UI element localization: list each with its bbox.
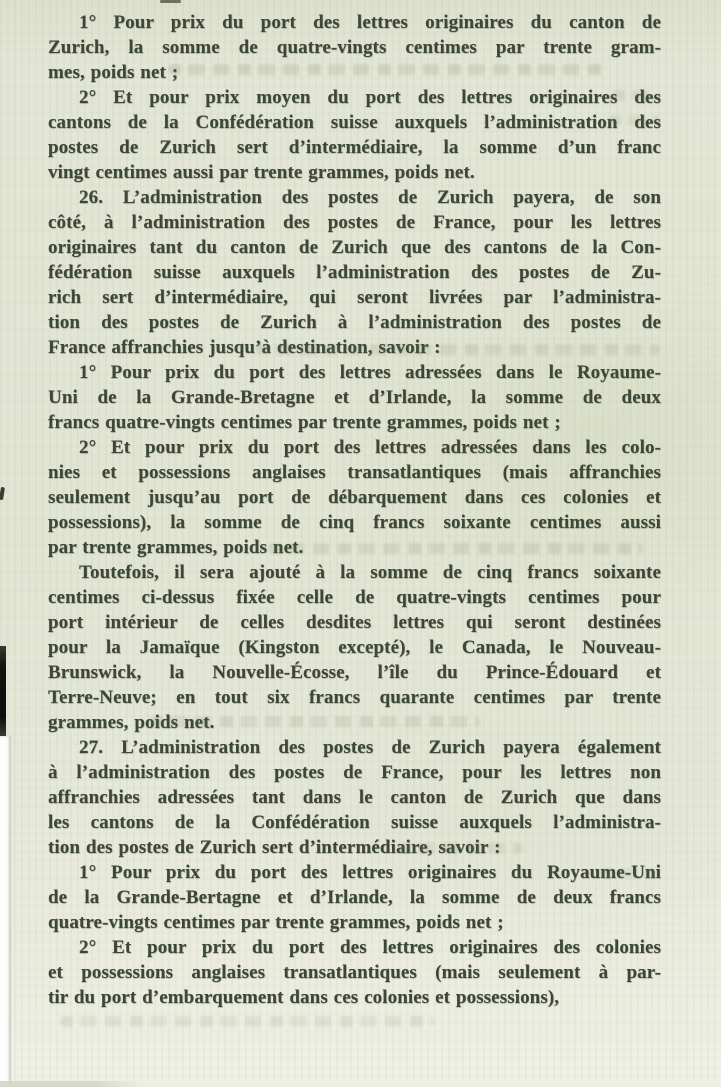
paragraph xyxy=(48,935,661,1010)
page-edge-white-strip xyxy=(0,736,11,1087)
text-line: nies et possessions anglaises transatlantiques (mais affranchies xyxy=(48,462,661,483)
paragraph xyxy=(48,860,661,935)
text-line: grammes, poids net. xyxy=(48,712,215,733)
text-line: seulement jusqu’au port de débarquement dans ces colonies et xyxy=(48,487,661,508)
paragraph xyxy=(48,360,661,435)
show-through-mark xyxy=(398,843,523,854)
text-line: francs quatre-vingts centimes par trente grammes, poids net ; xyxy=(48,412,561,433)
text-line: originaires tant du canton de Zurich que des cantons de la Con- xyxy=(48,237,661,258)
text-line: 1° Pour prix du port des lettres originaires du Royaume-Uni xyxy=(79,862,661,883)
text-line: France affranchies jusqu’à destination, savoir : xyxy=(48,337,441,358)
text-line: tir du port d’embarquement dans ces colonies et possessions), xyxy=(48,987,560,1008)
show-through-mark xyxy=(255,344,660,355)
paragraph xyxy=(48,560,661,735)
text-line: Brunswick, la Nouvelle-Écosse, l’île du Prince-Édouard et xyxy=(48,662,661,683)
text-line: 1° Pour prix du port des lettres adressées dans le Royaume- xyxy=(79,362,661,383)
text-line: pour la Jamaïque (Kingston excepté), le Canada, le Nouveau- xyxy=(48,637,661,658)
scan-edge-mark xyxy=(0,487,5,500)
text-line: 26. L’administration des postes de Zurich payera, de son xyxy=(79,187,661,208)
show-through-mark xyxy=(612,90,660,101)
text-line: Uni de la Grande-Bretagne et d’Irlande, la somme de deux xyxy=(48,387,661,408)
text-line: par trente grammes, poids net. xyxy=(48,537,304,558)
scan-black-edge-bar xyxy=(0,646,6,737)
text-line: de la Grande-Bertagne et d’Irlande, la somme de deux francs xyxy=(48,887,661,908)
page-text-column xyxy=(48,10,661,1010)
show-through-mark xyxy=(268,543,643,554)
text-line: 27. L’administration des postes de Zurich payera également xyxy=(79,737,661,758)
text-line: 2° Et pour prix moyen du port des lettres originaires des xyxy=(79,87,661,108)
text-line: à l’administration des postes de France, pour les lettres non xyxy=(48,762,661,783)
show-through-mark xyxy=(608,115,660,126)
text-line: centimes ci-dessus fixée celle de quatre-vingts centimes pour xyxy=(48,587,661,608)
show-through-mark xyxy=(60,1016,435,1027)
text-line: postes de Zurich sert d’intermédiaire, la somme d’un franc xyxy=(48,137,661,158)
text-line: tion des postes de Zurich sert d’intermédiaire, savoir : xyxy=(48,837,501,858)
text-line: les cantons de la Confédération suisse auxquels l’administra- xyxy=(48,812,661,833)
text-line: quatre-vingts centimes par trente grammes, poids net ; xyxy=(48,912,504,933)
text-line: vingt centimes aussi par trente grammes, poids net. xyxy=(48,162,475,183)
text-line: fédération suisse auxquels l’administration des postes de Zu- xyxy=(48,262,661,283)
scan-edge-mark xyxy=(160,0,181,3)
text-line: Toutefois, il sera ajouté à la somme de cinq francs soixante xyxy=(79,562,661,583)
scan-bottom-band xyxy=(0,1081,721,1087)
text-line: 2° Et pour prix du port des lettres originaires des colonies xyxy=(79,937,661,958)
show-through-mark xyxy=(150,716,480,727)
text-line: rich sert d’intermédiaire, qui seront livrées par l’administra- xyxy=(48,287,661,308)
paragraph xyxy=(48,85,661,185)
text-line: 1° Pour prix du port des lettres originaires du canton de xyxy=(79,12,661,33)
paragraph xyxy=(48,435,661,560)
text-line: possessions), la somme de cinq francs soixante centimes aussi xyxy=(48,512,661,533)
text-line: Zurich, la somme de quatre-vingts centimes par trente gram- xyxy=(48,37,661,58)
text-line: tion des postes de Zurich à l’administration des postes de xyxy=(48,312,661,333)
text-line: mes, poids net ; xyxy=(48,62,179,83)
text-line: cantons de la Confédération suisse auxquels l’administration des xyxy=(48,112,661,133)
show-through-mark xyxy=(600,868,658,879)
paragraph xyxy=(48,735,661,860)
text-line: affranchies adressées tant dans le canton de Zurich que dans xyxy=(48,787,661,808)
text-line: 2° Et pour prix du port des lettres adressées dans les colo- xyxy=(79,437,661,458)
text-line: et possessions anglaises transatlantiques (mais seulement à par- xyxy=(48,962,661,983)
text-line: côté, à l’administration des postes de France, pour les lettres xyxy=(48,212,661,233)
text-line: port intérieur de celles desdites lettres qui seront destinées xyxy=(48,612,661,633)
show-through-mark xyxy=(168,64,608,75)
paragraph xyxy=(48,185,661,360)
text-line: Terre-Neuve; en tout six francs quarante centimes par trente xyxy=(48,687,661,708)
